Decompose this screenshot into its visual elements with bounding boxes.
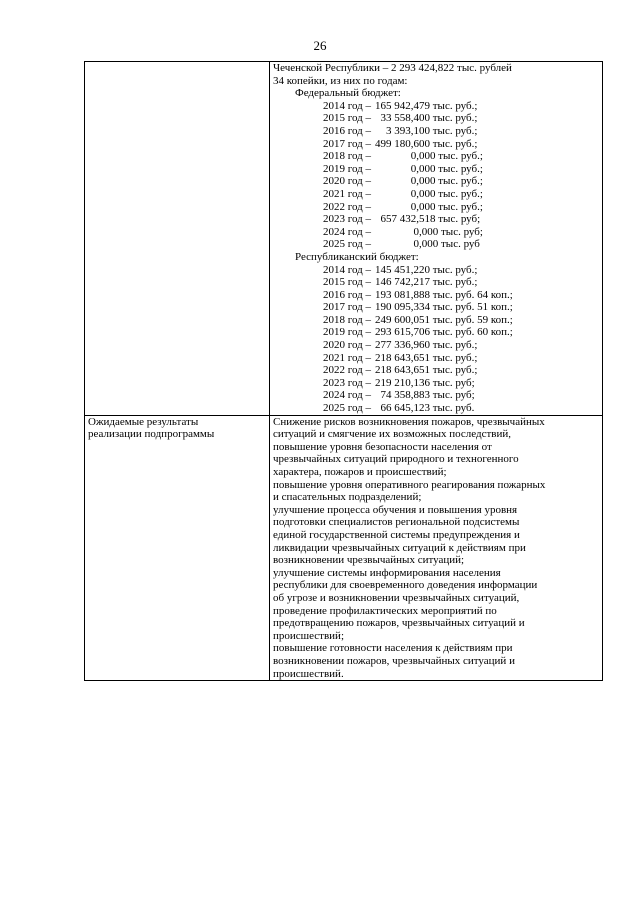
year-amount: 0,000 тыс. руб.; xyxy=(375,162,483,175)
year-amount: 277 336,960 тыс. руб.; xyxy=(375,339,478,352)
year-label: 2016 год – xyxy=(323,124,372,137)
funding-content-cell xyxy=(270,62,603,416)
funding-intro-line: 34 копейки, из них по годам: xyxy=(273,74,408,87)
year-label: 2016 год – xyxy=(323,288,372,301)
federal-year-item xyxy=(273,112,599,125)
republic-year-item xyxy=(273,352,599,365)
year-label: 2023 год – xyxy=(323,213,372,226)
expected-results-line: повышение уровня оперативного реагирования пожарных xyxy=(273,478,546,491)
year-label: 2014 год – xyxy=(323,263,372,276)
expected-results-line: подготовки специалистов региональной подсистемы xyxy=(273,516,520,529)
federal-budget-label: Федеральный бюджет: xyxy=(295,87,401,100)
federal-year-item xyxy=(273,226,599,239)
year-amount: 218 643,651 тыс. руб.; xyxy=(375,364,478,377)
year-amount: 145 451,220 тыс. руб.; xyxy=(375,263,478,276)
year-amount: 66 645,123 тыс. руб. xyxy=(375,402,475,415)
expected-results-line: характера, пожаров и происшествий; xyxy=(273,466,447,478)
year-amount: 657 432,518 тыс. руб; xyxy=(375,213,481,226)
federal-year-item xyxy=(273,125,599,138)
subprogram-passport-table xyxy=(84,61,603,681)
federal-budget-list xyxy=(273,100,599,251)
republic-year-item xyxy=(273,301,599,314)
year-label: 2018 год – xyxy=(323,150,372,163)
year-amount: 0,000 тыс. руб.; xyxy=(375,187,483,200)
republic-year-item xyxy=(273,389,599,402)
year-amount: 293 615,706 тыс. руб. 60 коп.; xyxy=(375,326,513,339)
federal-year-item xyxy=(273,100,599,113)
year-label: 2014 год – xyxy=(323,99,372,112)
year-amount: 0,000 тыс. руб; xyxy=(375,225,483,238)
year-amount: 3 393,100 тыс. руб.; xyxy=(375,124,478,137)
year-label: 2021 год – xyxy=(323,187,372,200)
year-amount: 165 942,479 тыс. руб.; xyxy=(375,99,478,112)
expected-results-label-line: Ожидаемые результаты xyxy=(88,415,199,428)
federal-year-item xyxy=(273,175,599,188)
year-label: 2020 год – xyxy=(323,175,372,188)
expected-results-label-cell xyxy=(85,415,270,680)
year-label: 2023 год – xyxy=(323,376,372,389)
year-amount: 249 600,051 тыс. руб. 59 коп.; xyxy=(375,313,513,326)
year-label: 2019 год – xyxy=(323,162,372,175)
republic-year-item xyxy=(273,264,599,277)
expected-results-content-cell xyxy=(270,415,603,680)
federal-year-item xyxy=(273,188,599,201)
republic-year-item xyxy=(273,326,599,339)
year-label: 2020 год – xyxy=(323,339,372,352)
expected-results-line: республики для своевременного доведения информации xyxy=(273,579,538,592)
expected-results-line: происшествий. xyxy=(273,667,344,680)
republic-year-item xyxy=(273,377,599,390)
republic-year-item xyxy=(273,314,599,327)
expected-results-line: возникновении чрезвычайных ситуаций; xyxy=(273,554,465,567)
federal-year-item xyxy=(273,163,599,176)
year-amount: 33 558,400 тыс. руб.; xyxy=(375,112,478,125)
expected-results-label-line: реализации подпрограммы xyxy=(88,428,215,441)
year-amount: 0,000 тыс. руб xyxy=(375,238,480,251)
year-amount: 0,000 тыс. руб.; xyxy=(375,175,483,188)
republic-year-item xyxy=(273,364,599,377)
federal-year-item xyxy=(273,238,599,251)
expected-results-line: единой государственной системы предупреждения и xyxy=(273,528,520,541)
year-label: 2015 год – xyxy=(323,276,372,289)
funding-row xyxy=(85,62,603,416)
year-label: 2019 год – xyxy=(323,326,372,339)
funding-intro-line: Чеченской Республики – 2 293 424,822 тыс. рублей xyxy=(273,62,512,74)
expected-results-line: и спасательных подразделений; xyxy=(273,491,422,504)
federal-year-item xyxy=(273,201,599,214)
year-label: 2025 год – xyxy=(323,238,372,251)
expected-results-line: ситуаций и смягчение их возможных последствий, xyxy=(273,428,511,441)
year-amount: 218 643,651 тыс. руб.; xyxy=(375,351,478,364)
federal-year-item xyxy=(273,138,599,151)
year-amount: 499 180,600 тыс. руб.; xyxy=(375,137,478,150)
expected-results-line: улучшение процесса обучения и повышения уровня xyxy=(273,503,518,516)
republic-year-item xyxy=(273,276,599,289)
year-label: 2017 год – xyxy=(323,301,372,314)
year-label: 2024 год – xyxy=(323,225,372,238)
expected-results-line: проведение профилактических мероприятий по xyxy=(273,604,497,617)
year-label: 2024 год – xyxy=(323,389,372,402)
year-label: 2021 год – xyxy=(323,351,372,364)
year-amount: 74 358,883 тыс. руб; xyxy=(375,389,475,402)
year-amount: 0,000 тыс. руб.; xyxy=(375,150,483,163)
funding-intro xyxy=(273,62,599,87)
year-amount: 190 095,334 тыс. руб. 51 коп.; xyxy=(375,301,513,314)
expected-results-row xyxy=(85,415,603,680)
expected-results-line: возникновении пожаров, чрезвычайных ситуаций и xyxy=(273,654,515,667)
expected-results-line: чрезвычайных ситуаций природного и техногенного xyxy=(273,453,519,466)
year-label: 2017 год – xyxy=(323,137,372,150)
expected-results-line: происшествий; xyxy=(273,629,344,642)
year-label: 2025 год – xyxy=(323,402,372,415)
expected-results-line: Снижение рисков возникновения пожаров, чрезвычайных xyxy=(273,415,545,428)
funding-label-cell xyxy=(85,62,270,416)
year-label: 2018 год – xyxy=(323,313,372,326)
federal-year-item xyxy=(273,150,599,163)
republic-year-item xyxy=(273,289,599,302)
year-amount: 146 742,217 тыс. руб.; xyxy=(375,276,478,289)
expected-results-line: предотвращению пожаров, чрезвычайных ситуаций и xyxy=(273,617,525,630)
year-amount: 219 210,136 тыс. руб; xyxy=(375,376,475,389)
year-amount: 193 081,888 тыс. руб. 64 коп.; xyxy=(375,288,513,301)
year-amount: 0,000 тыс. руб.; xyxy=(375,200,483,213)
republic-budget-label: Республиканский бюджет: xyxy=(295,250,419,263)
expected-results-line: улучшение системы информирования населения xyxy=(273,566,501,579)
republic-year-item xyxy=(273,402,599,415)
expected-results-line: повышение уровня безопасности населения от xyxy=(273,440,492,453)
year-label: 2022 год – xyxy=(323,200,372,213)
expected-results-line: об угрозе и возникновении чрезвычайных ситуаций, xyxy=(273,591,520,604)
expected-results-line: ликвидации чрезвычайных ситуаций к действиям при xyxy=(273,541,526,554)
expected-results-line: повышение готовности населения к действиям при xyxy=(273,642,513,655)
year-label: 2015 год – xyxy=(323,112,372,125)
federal-year-item xyxy=(273,213,599,226)
republic-year-item xyxy=(273,339,599,352)
page-number: 26 xyxy=(313,38,327,53)
year-label: 2022 год – xyxy=(323,364,372,377)
republic-budget-list xyxy=(273,264,599,415)
